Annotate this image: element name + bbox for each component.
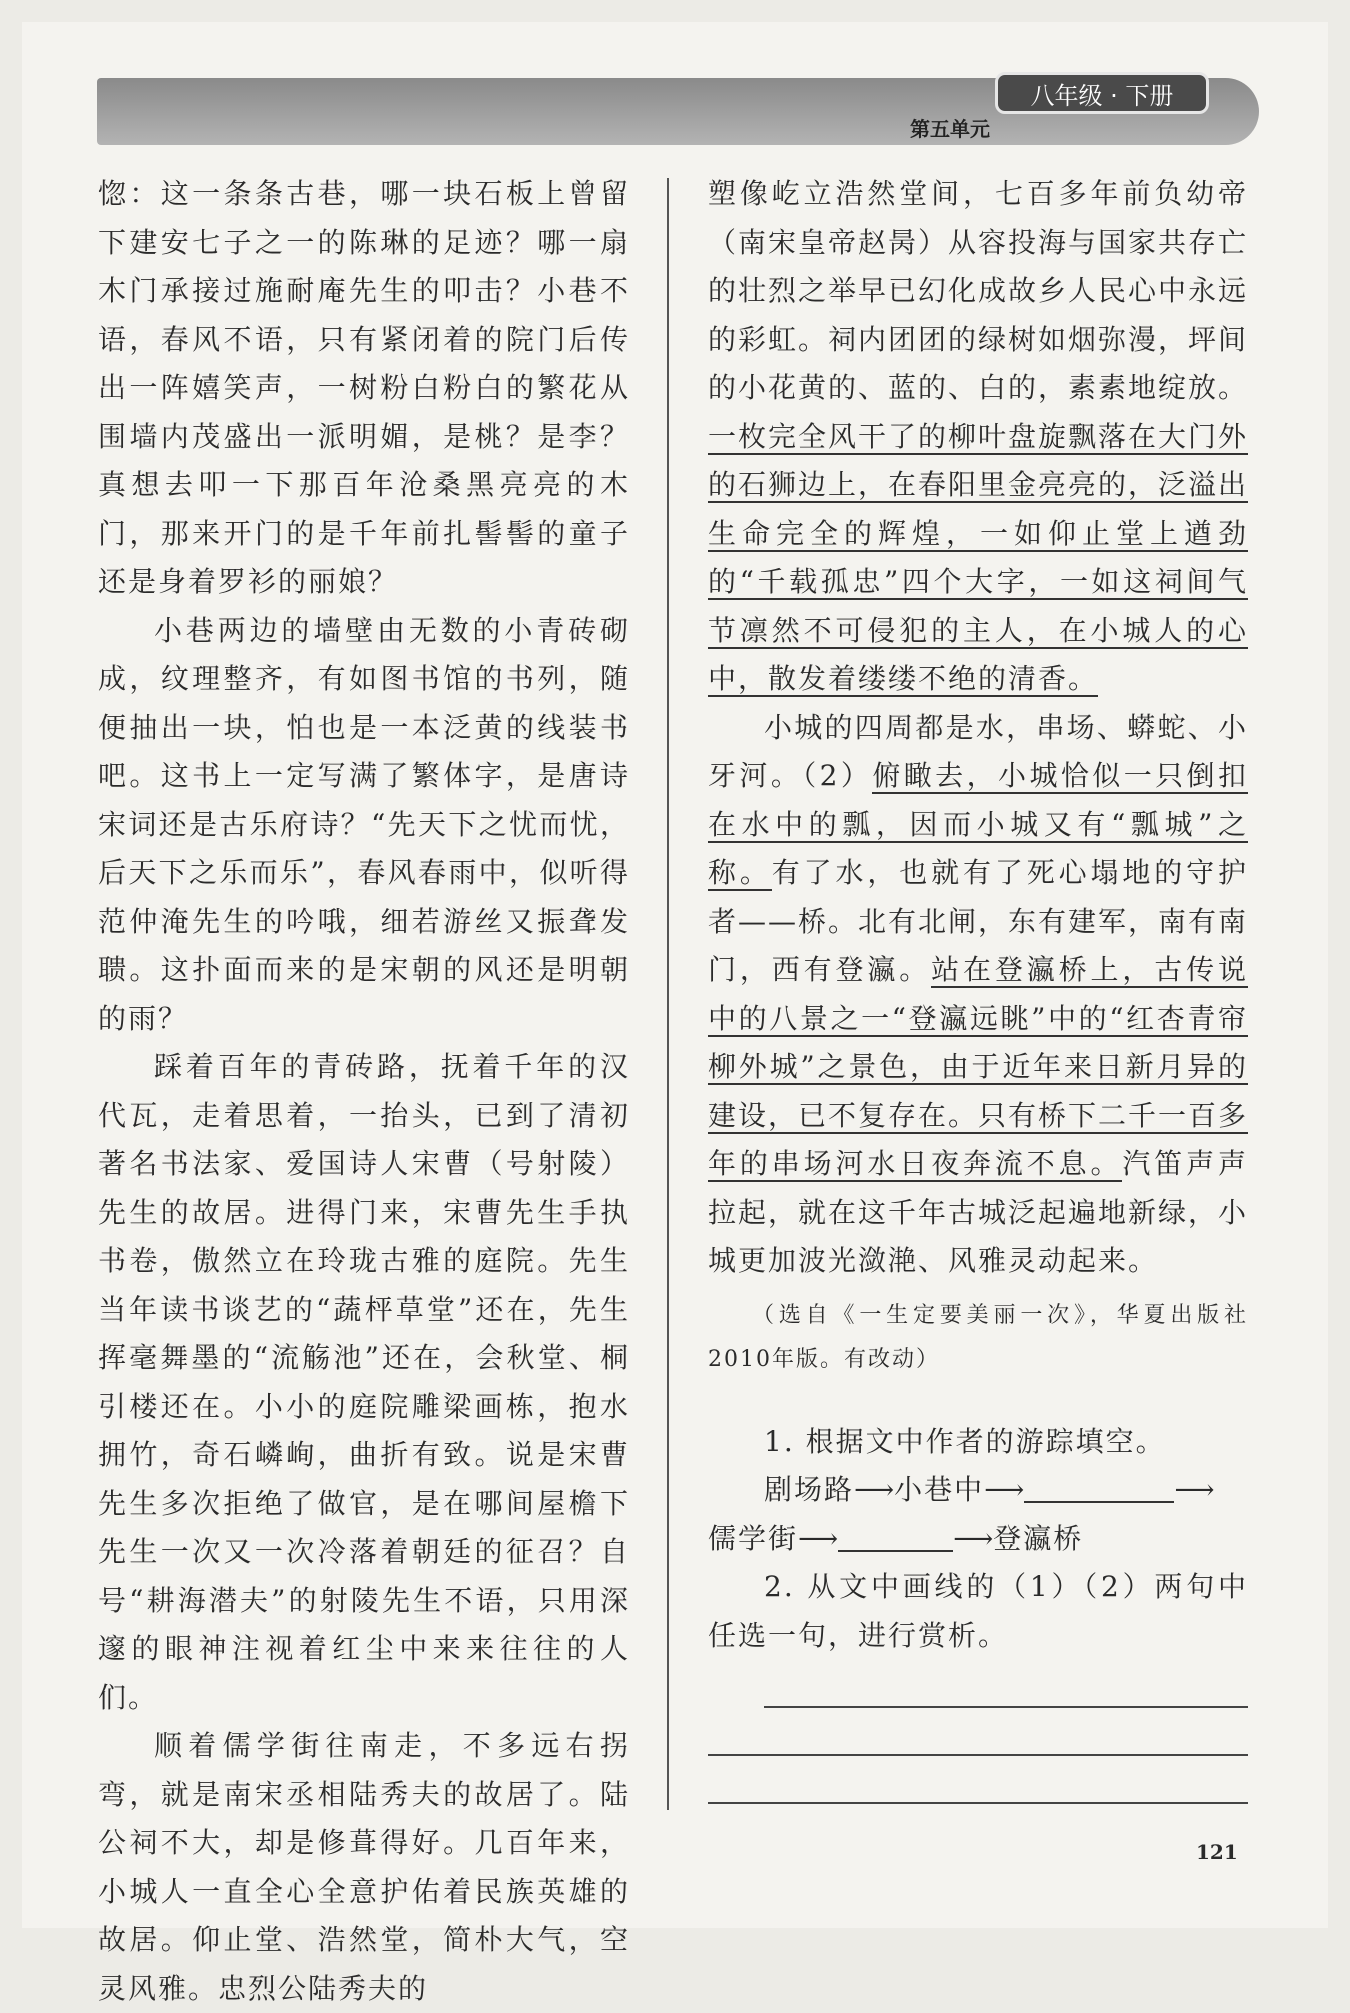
paragraph xyxy=(708,170,1248,704)
paragraph xyxy=(708,704,1248,1286)
underlined-sentence-1: 一枚完全风干了的柳叶盘旋飘落在大门外的石狮边上，在春阳里金亮亮的，泛溢出生命完全的辉煌，一如仰止堂上遒劲的“千载孤忠”四个大字，一如这祠间气节凛然不可侵犯的主人，在小城人的心中，散发着缕缕不绝的清香。 xyxy=(708,419,1249,695)
route-blank-1[interactable] xyxy=(1024,1473,1174,1503)
arrow-icon: ⟶ xyxy=(798,1521,839,1555)
underlined-sentence: 站在登瀛桥上，古传说中的八景之一“登瀛远眺”中的“红杏青帘柳外城”之景色，由于近年来日新月异的建设，已不复存在。只有桥下二千一百多年的串场河水日夜奔流不息。 xyxy=(708,953,1249,1180)
question-2: 2. 从文中画线的（1）（2）两句中任选一句，进行赏析。 xyxy=(708,1570,1248,1652)
route-line-1 xyxy=(708,1466,1248,1515)
paragraph: 踩着百年的青砖路，抚着千年的汉代瓦，走着思着，一抬头，已到了清初著名书法家、爱国诗人宋曹（号射陵）先生的故居。进得门来，宋曹先生手执书卷，傲然立在玲珑古雅的庭院。先生当年读书谈艺的“蔬枰草堂”还在，先生挥毫舞墨的“流觞池”还在，会秋堂、桐引楼还在。小小的庭院雕梁画栋，抱水拥竹，奇石嶙峋，曲折有致。说是宋曹先生多次拒绝了做官，是在哪间屋檐下先生一次又一次冷落着朝廷的征召？自号“耕海潜夫”的射陵先生不语，只用深邃的眼神注视着红尘中来来往往的人们。 xyxy=(98,1050,630,1714)
answer-line[interactable] xyxy=(708,1708,1248,1756)
route-stop: 儒学街 xyxy=(708,1521,799,1555)
paragraph-text: 小城的四周都是水，串场、蟒蛇、小牙河。（2） xyxy=(708,710,1248,792)
answer-line[interactable] xyxy=(764,1660,1248,1708)
questions-section xyxy=(708,1418,1248,1805)
column-divider xyxy=(667,178,669,1810)
arrow-icon: ⟶ xyxy=(854,1473,895,1506)
answer-line[interactable] xyxy=(708,1756,1248,1804)
route-stop: 小巷中 xyxy=(894,1473,985,1506)
source-citation: （选自《一生定要美丽一次》，华夏出版社2010年版。有改动） xyxy=(708,1302,1248,1372)
route-line-2 xyxy=(708,1515,1248,1564)
grade-tab: 八年级 · 下册 xyxy=(995,72,1209,114)
route-stop: 登瀛桥 xyxy=(993,1521,1084,1555)
question-1: 1. 根据文中作者的游踪填空。 xyxy=(764,1424,1166,1458)
left-column xyxy=(98,170,630,2013)
underlined-sentence-2: 俯瞰去，小城恰似一只倒扣在水中的瓢，因而小城又有“瓢城”之称。 xyxy=(708,759,1248,889)
page-number: 121 xyxy=(1196,1840,1238,1864)
route-blank-2[interactable] xyxy=(838,1522,953,1552)
route-stop: 剧场路 xyxy=(764,1473,855,1506)
arrow-icon: ⟶ xyxy=(1174,1473,1215,1506)
arrow-icon: ⟶ xyxy=(984,1473,1025,1506)
paragraph-text: 汽笛声声拉起，就在这千年古城泛起遍地新绿，小城更加波光潋滟、风雅灵动起来。 xyxy=(708,1147,1249,1277)
right-column xyxy=(708,170,1248,1804)
paragraph: 顺着儒学街往南走，不多远右拐弯，就是南宋丞相陆秀夫的故居了。陆公祠不大，却是修葺得好。几百年来，小城人一直全心全意护佑着民族英雄的故居。仰止堂、浩然堂，简朴大气，空灵风雅。忠烈公陆秀夫的 xyxy=(98,1729,630,2005)
paragraph: 小巷两边的墙壁由无数的小青砖砌成，纹理整齐，有如图书馆的书列，随便抽出一块，怕也是一本泛黄的线装书吧。这书上一定写满了繁体字，是唐诗宋词还是古乐府诗？“先天下之忧而忧，后天下之乐而乐”，春风春雨中，似听得范仲淹先生的吟哦，细若游丝又振聋发聩。这扑面而来的是宋朝的风还是明朝的雨？ xyxy=(98,613,630,1035)
paragraph-text: 有了水，也就有了死心塌地的守护者——桥。北有北闸，东有建军，南有南门，西有登瀛。 xyxy=(708,856,1249,986)
paragraph-text: 塑像屹立浩然堂间，七百多年前负幼帝（南宋皇帝赵昺）从容投海与国家共存亡的壮烈之举早已幻化成故乡人民心中永远的彩虹。祠内团团的绿树如烟弥漫，坪间的小花黄的、蓝的、白的，素素地绽放。 xyxy=(708,177,1249,404)
arrow-icon: ⟶ xyxy=(953,1521,994,1555)
unit-title: 第五单元 xyxy=(910,117,990,141)
paragraph: 惚：这一条条古巷，哪一块石板上曾留下建安七子之一的陈琳的足迹？哪一扇木门承接过施耐庵先生的叩击？小巷不语，春风不语，只有紧闭着的院门后传出一阵嬉笑声，一树粉白粉白的繁花从围墙内茂盛出一派明媚，是桃？是李？真想去叩一下那百年沧桑黑亮亮的木门，那来开门的是千年前扎髻髻的童子还是身着罗衫的丽娘？ xyxy=(98,177,630,598)
